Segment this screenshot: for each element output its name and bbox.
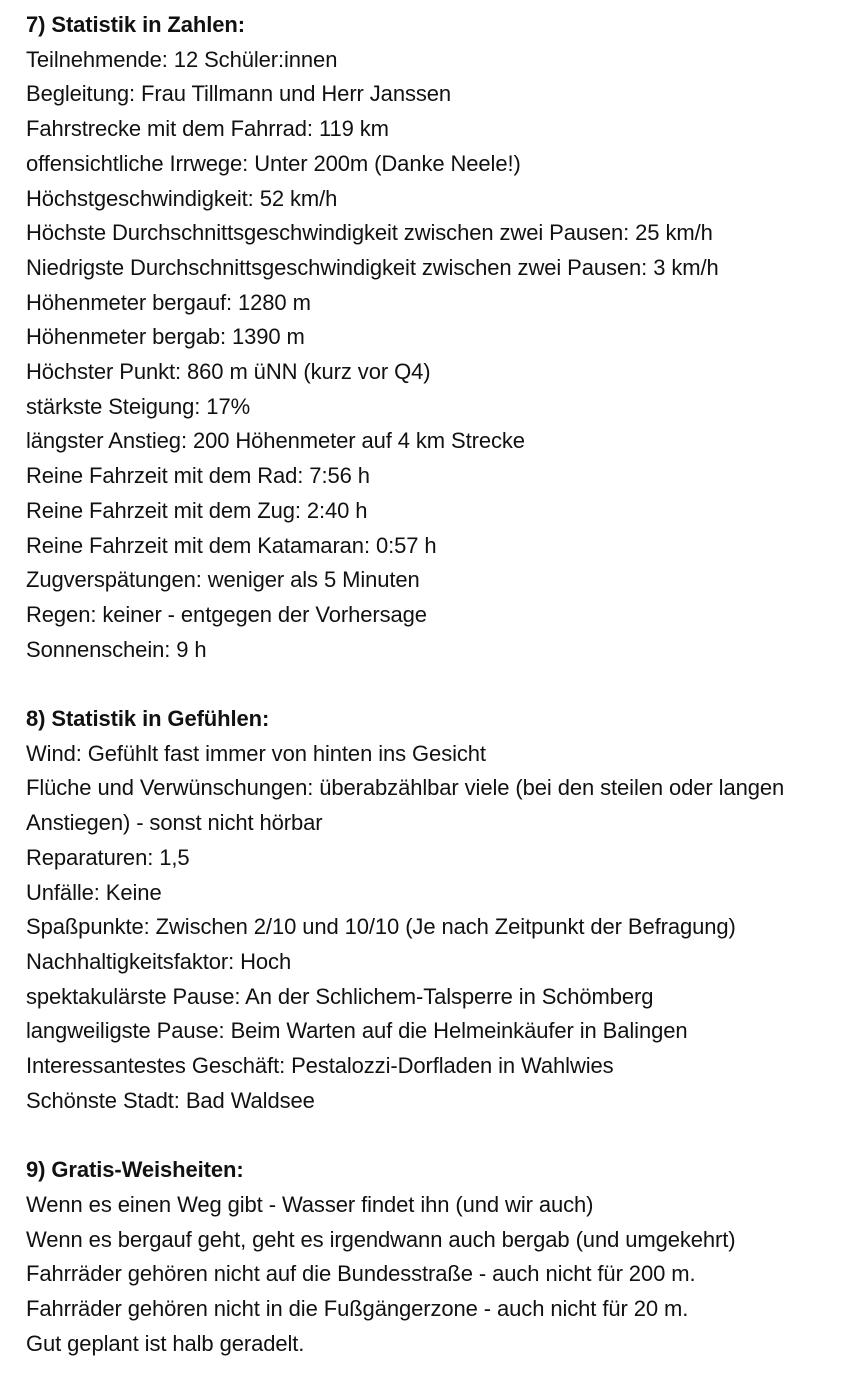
stat-line: Niedrigste Durchschnittsgeschwindigkeit zwischen zwei Pausen: 3 km/h (26, 254, 719, 280)
section-statistik-in-gefuehlen (26, 702, 862, 1118)
wisdom-line: Fahrräder gehören nicht in die Fußgängerzone - auch nicht für 20 m. (26, 1295, 689, 1321)
stat-line: Höchste Durchschnittsgeschwindigkeit zwischen zwei Pausen: 25 km/h (26, 220, 713, 246)
section-statistik-in-zahlen (26, 8, 862, 667)
wisdom-line: Fahrräder gehören nicht auf die Bundesstraße - auch nicht für 200 m. (26, 1261, 696, 1287)
feeling-line: Interessantestes Geschäft: Pestalozzi-Dorfladen in Wahlwies (26, 1053, 614, 1079)
feeling-line: Flüche und Verwünschungen: überabzählbar viele (bei den steilen oder langen Anstiegen) - sonst nicht hörbar (26, 775, 785, 836)
stat-line: Reine Fahrzeit mit dem Zug: 2:40 h (26, 497, 368, 523)
section-gratis-weisheiten (26, 1153, 862, 1361)
stat-line: Zugverspätungen: weniger als 5 Minuten (26, 567, 420, 593)
feeling-line: langweiligste Pause: Beim Warten auf die Helmeinkäufer in Balingen (26, 1018, 688, 1044)
feeling-line: Schönste Stadt: Bad Waldsee (26, 1087, 315, 1113)
feeling-line: Reparaturen: 1,5 (26, 844, 190, 870)
feeling-line: Unfälle: Keine (26, 879, 162, 905)
section-heading: 8) Statistik in Gefühlen: (26, 706, 270, 732)
section-heading: 9) Gratis-Weisheiten: (26, 1157, 244, 1183)
stat-line: Höchster Punkt: 860 m üNN (kurz vor Q4) (26, 359, 431, 385)
wisdom-line: Wenn es einen Weg gibt - Wasser findet ihn (und wir auch) (26, 1191, 594, 1217)
stat-line: Teilnehmende: 12 Schüler:innen (26, 46, 338, 72)
feeling-line: Spaßpunkte: Zwischen 2/10 und 10/10 (Je nach Zeitpunkt der Befragung) (26, 914, 736, 940)
document (26, 8, 862, 1361)
stat-line: längster Anstieg: 200 Höhenmeter auf 4 km Strecke (26, 428, 525, 454)
stat-line: Reine Fahrzeit mit dem Katamaran: 0:57 h (26, 532, 437, 558)
feeling-line: Nachhaltigkeitsfaktor: Hoch (26, 948, 292, 974)
wisdom-line: Gut geplant ist halb geradelt. (26, 1330, 305, 1356)
section-heading: 7) Statistik in Zahlen: (26, 12, 245, 37)
feeling-line: spektakulärste Pause: An der Schlichem-Talsperre in Schömberg (26, 983, 654, 1009)
stat-line: Begleitung: Frau Tillmann und Herr Janssen (26, 81, 452, 107)
stat-line: Fahrstrecke mit dem Fahrrad: 119 km (26, 116, 389, 142)
stat-line: Höchstgeschwindigkeit: 52 km/h (26, 185, 338, 211)
stat-line: Höhenmeter bergauf: 1280 m (26, 289, 311, 315)
stat-line: offensichtliche Irrwege: Unter 200m (Danke Neele!) (26, 150, 521, 176)
wisdom-line: Wenn es bergauf geht, geht es irgendwann auch bergab (und umgekehrt) (26, 1226, 736, 1252)
stat-line: stärkste Steigung: 17% (26, 393, 251, 419)
stat-line: Reine Fahrzeit mit dem Rad: 7:56 h (26, 463, 370, 489)
feeling-line: Wind: Gefühlt fast immer von hinten ins Gesicht (26, 740, 486, 766)
stat-line: Sonnenschein: 9 h (26, 636, 207, 662)
stat-line: Regen: keiner - entgegen der Vorhersage (26, 601, 427, 627)
stat-line: Höhenmeter bergab: 1390 m (26, 324, 305, 350)
